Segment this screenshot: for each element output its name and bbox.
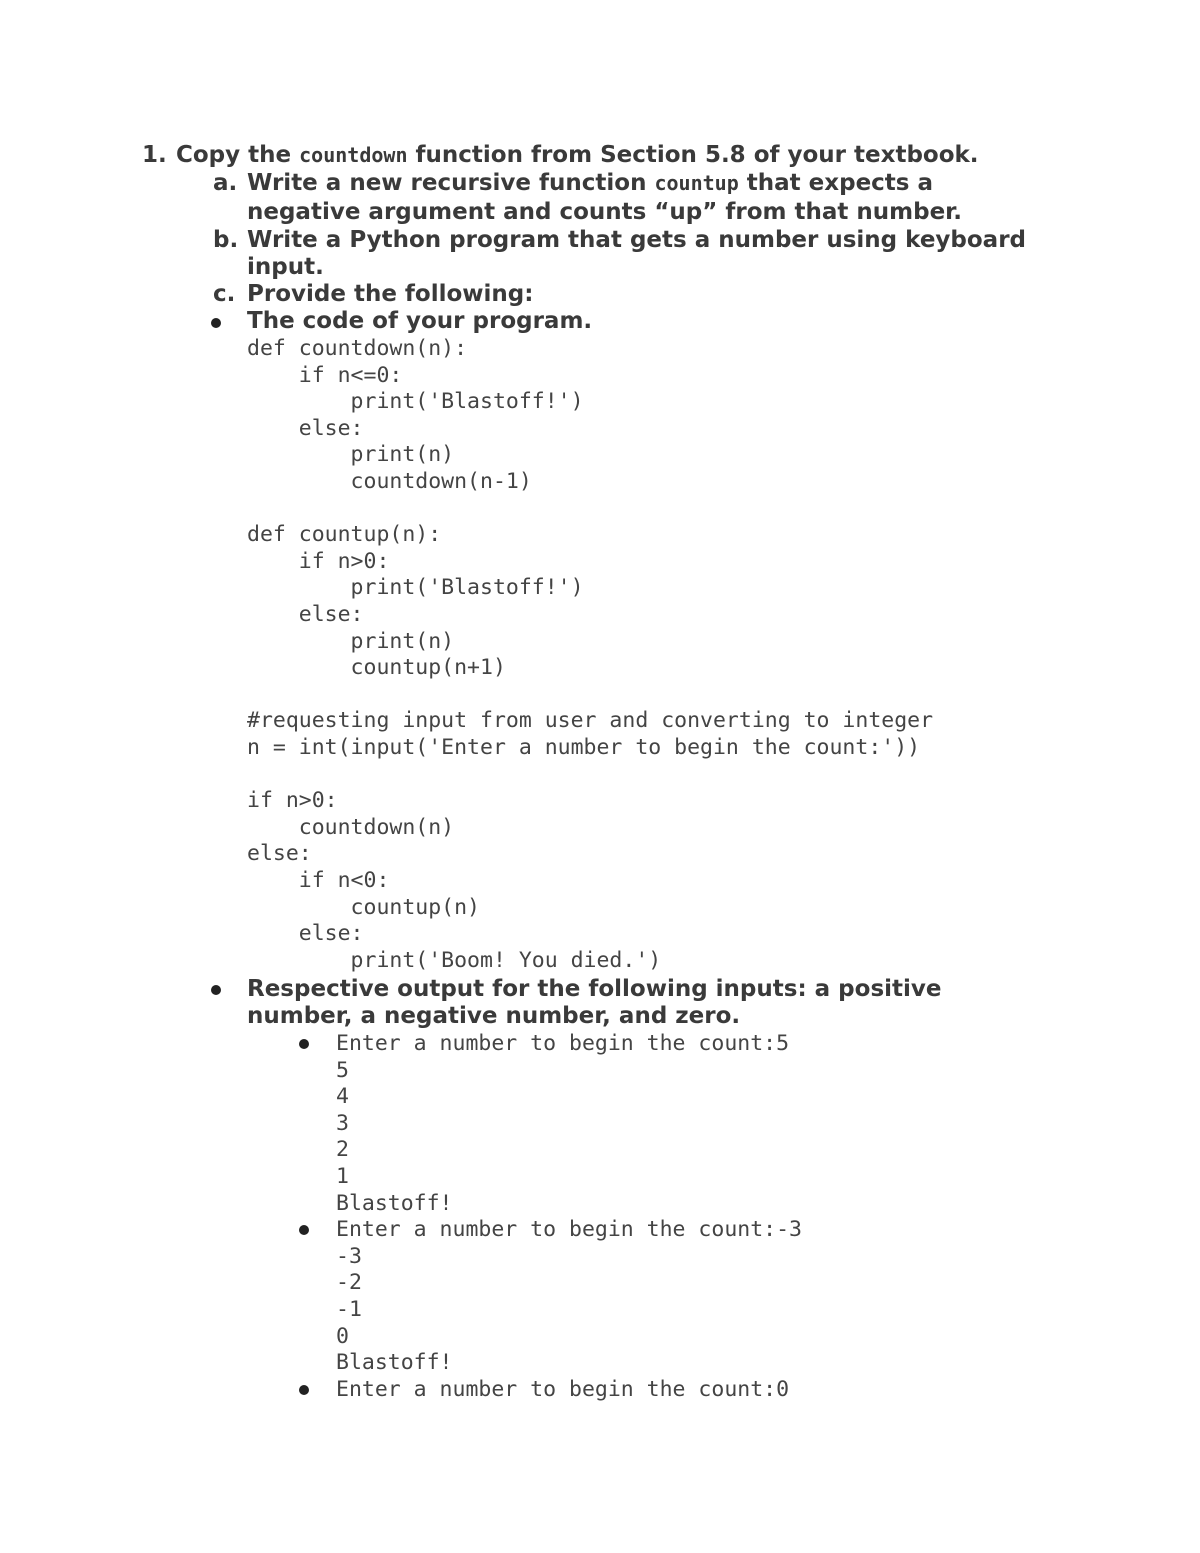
item-a-func-name: countup <box>654 171 739 195</box>
code-heading: The code of your program. <box>247 308 593 334</box>
question-number: 1. <box>142 142 167 168</box>
output-prompt-line: Enter a number to begin the count:5 <box>336 1031 790 1056</box>
output-prompt-line: Enter a number to begin the count:-3 <box>336 1217 802 1243</box>
item-b-line1: Write a Python program that gets a number using keyboard <box>247 227 1027 253</box>
code-line: if n>0: <box>247 788 338 814</box>
output-bullet <box>299 1039 309 1049</box>
code-line: if n<=0: <box>247 362 403 388</box>
code-line: if n<0: <box>247 868 390 893</box>
output-line: Blastoff! <box>336 1350 453 1376</box>
code-line: n = int(input('Enter a number to begin the count:')) <box>247 735 921 760</box>
code-line: def countdown(n): <box>247 336 468 361</box>
question-text <box>176 142 979 169</box>
code-line: print(n) <box>247 442 455 468</box>
code-line: def countup(n): <box>247 522 442 548</box>
code-line: else: <box>247 841 312 867</box>
output-bullet <box>299 1225 309 1235</box>
output-line: -3 <box>336 1243 362 1269</box>
question-func-name: countdown <box>299 143 408 167</box>
output-line: 3 <box>336 1110 349 1136</box>
output-line: 5 <box>336 1057 349 1083</box>
code-line: print('Blastoff!') <box>247 389 584 415</box>
code-line: else: <box>247 602 364 627</box>
output-line: 4 <box>336 1084 349 1110</box>
question-text-before: Copy the <box>176 142 300 168</box>
code-line: countdown(n-1) <box>247 469 532 494</box>
output-line: 2 <box>336 1137 349 1163</box>
item-a-text-before: Write a new recursive function <box>247 170 655 196</box>
item-b-marker: b. <box>213 227 239 253</box>
output-prompt-line: Enter a number to begin the count:0 <box>336 1376 790 1402</box>
code-line: if n>0: <box>247 548 390 574</box>
question-text-after: function from Section 5.8 of your textbook. <box>407 142 979 168</box>
code-line: else: <box>247 415 364 441</box>
item-a-line1 <box>247 170 933 197</box>
code-line: countdown(n) <box>247 814 455 840</box>
output-line: Blastoff! <box>336 1190 453 1216</box>
output-line: 1 <box>336 1164 349 1189</box>
code-line: print('Boom! You died.') <box>247 947 662 973</box>
output-line: -1 <box>336 1297 362 1322</box>
code-line: print(n) <box>247 628 455 654</box>
code-line: countup(n+1) <box>247 655 506 681</box>
output-heading-line1: Respective output for the following inputs: a positive <box>247 976 942 1002</box>
item-a-line2: negative argument and counts “up” from that number. <box>247 199 962 225</box>
item-a-text-after: that expects a <box>738 170 934 196</box>
output-bullet <box>299 1385 309 1395</box>
code-line: else: <box>247 921 364 947</box>
code-line: print('Blastoff!') <box>247 575 584 601</box>
item-a-marker: a. <box>213 170 238 196</box>
output-line: 0 <box>336 1323 349 1349</box>
item-c-marker: c. <box>213 281 236 307</box>
output-heading-bullet <box>211 985 221 995</box>
item-b-line2: input. <box>247 254 324 280</box>
output-heading-line2: number, a negative number, and zero. <box>247 1003 741 1029</box>
code-line: countup(n) <box>247 894 480 920</box>
item-c-line1: Provide the following: <box>247 281 534 307</box>
output-line: -2 <box>336 1270 362 1296</box>
code-line: #requesting input from user and converting to integer <box>247 708 934 734</box>
code-heading-bullet <box>211 318 221 328</box>
